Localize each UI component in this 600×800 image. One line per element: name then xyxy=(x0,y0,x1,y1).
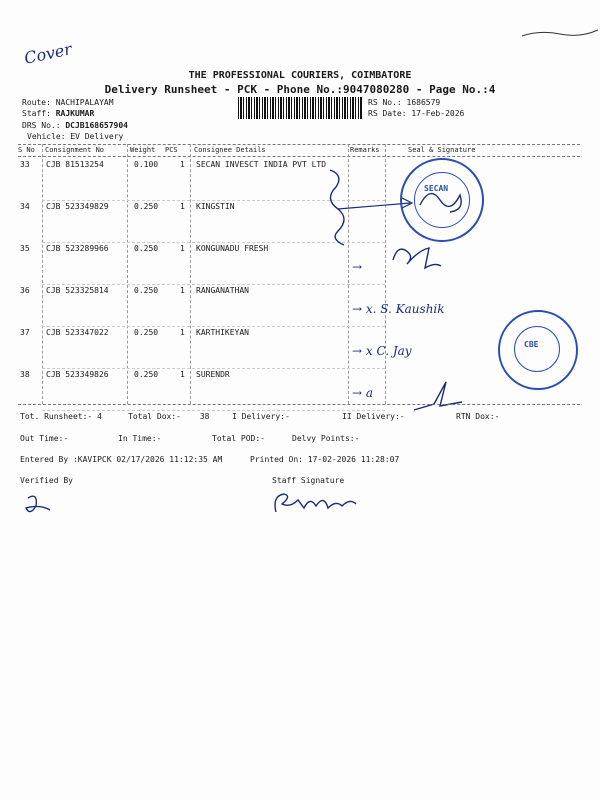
col-sno: S No xyxy=(18,146,35,154)
row-divider xyxy=(42,368,385,369)
row-divider xyxy=(42,410,385,411)
verified-signature xyxy=(20,490,60,520)
drs-number xyxy=(22,121,128,130)
delvy-points: Delvy Points:- xyxy=(292,434,360,443)
row-weight: 0.250 xyxy=(134,286,159,295)
col-seal: Seal & Signature xyxy=(408,146,476,154)
col-remarks: Remarks xyxy=(350,146,380,154)
printed-on: Printed On: 17-02-2026 11:28:07 xyxy=(250,455,400,464)
pen-mark-top xyxy=(520,20,600,45)
total-runsheet: Tot. Runsheet:- 4 xyxy=(20,412,102,421)
row-consignee: KONGUNADU FRESH xyxy=(196,244,269,253)
col-consignment: Consignment No xyxy=(45,146,105,154)
company-name: THE PROFESSIONAL COURIERS, COIMBATORE xyxy=(188,70,412,81)
row-sno: 38 xyxy=(20,370,30,379)
row-divider xyxy=(42,284,385,285)
row-sno: 35 xyxy=(20,244,30,253)
row-pcs: 1 xyxy=(180,286,185,295)
rs-number: RS No.: 1686579 xyxy=(368,98,441,107)
entered-by: Entered By :KAVIPCK 02/17/2026 11:12:35 AM xyxy=(20,455,223,464)
row-pcs: 1 xyxy=(180,160,185,169)
row-sno: 34 xyxy=(20,202,30,211)
staff-label: Staff: xyxy=(22,109,51,118)
row-weight: 0.250 xyxy=(134,328,159,337)
row-weight: 0.100 xyxy=(134,160,159,169)
total-dox-value: 38 xyxy=(199,412,210,421)
staff-name: RAJKUMAR xyxy=(55,109,95,118)
rs-date: RS Date: 17-Feb-2026 xyxy=(368,109,465,118)
out-time: Out Time:- xyxy=(20,434,69,443)
row-pcs: 1 xyxy=(180,202,185,211)
row-remark: → xyxy=(352,260,363,274)
total-pod: Total POD:- xyxy=(212,434,265,443)
col-weight: Weight xyxy=(130,146,156,154)
staff xyxy=(22,109,94,118)
row-weight: 0.250 xyxy=(134,370,159,379)
stamp-text: SECAN xyxy=(424,184,449,193)
stamp-text-2: CBE xyxy=(524,340,539,349)
row-consignment: CJB 523349829 xyxy=(46,202,109,211)
row-consignment: CJB 523325814 xyxy=(46,286,109,295)
row-consignment: CJB 81513254 xyxy=(46,160,104,169)
barcode xyxy=(238,97,363,119)
row-pcs: 1 xyxy=(180,370,185,379)
row-consignee: SECAN INVESCT INDIA PVT LTD xyxy=(196,160,327,169)
row-sno: 37 xyxy=(20,328,30,337)
rtn-dox: RTN Dox:- xyxy=(456,412,500,421)
ii-delivery: II Delivery:- xyxy=(342,412,405,421)
in-time: In Time:- xyxy=(118,434,162,443)
row-pcs: 1 xyxy=(180,328,185,337)
total-dox xyxy=(128,412,209,421)
drs-label: DRS No.: xyxy=(22,121,61,130)
row-consignee: RANGANATHAN xyxy=(196,286,249,295)
staff-signature-label: Staff Signature xyxy=(272,476,345,485)
row-divider xyxy=(42,326,385,327)
row-weight: 0.250 xyxy=(134,202,159,211)
row-pcs: 1 xyxy=(180,244,185,253)
company-stamp-cbe xyxy=(498,310,578,390)
row-consignee: KINGSTIN xyxy=(196,202,235,211)
verified-by: Verified By xyxy=(20,476,73,485)
route: Route: NACHIPALAYAM xyxy=(22,98,114,107)
row-remark: → a xyxy=(352,386,374,400)
row-consignment: CJB 523349826 xyxy=(46,370,109,379)
signature-row38 xyxy=(410,376,465,416)
row-remark: → x C. Jay xyxy=(352,344,412,358)
row-consignment: CJB 523347022 xyxy=(46,328,109,337)
row-consignee: SURENDR xyxy=(196,370,230,379)
col-pcs: PCS xyxy=(165,146,178,154)
total-dox-label: Total Dox:- xyxy=(128,412,181,421)
signature-row35 xyxy=(385,240,445,276)
col-consignee: Consignee Details xyxy=(194,146,266,154)
runsheet-title: Delivery Runsheet - PCK - Phone No.:9047080280 - Page No.:4 xyxy=(104,83,496,96)
row-sno: 33 xyxy=(20,160,30,169)
signature-row34 xyxy=(415,180,475,220)
corner-note: Cover xyxy=(22,39,74,68)
row-sno: 36 xyxy=(20,286,30,295)
row-weight: 0.250 xyxy=(134,244,159,253)
row-remark: → x. S. Kaushik xyxy=(352,302,445,316)
i-delivery: I Delivery:- xyxy=(232,412,290,421)
row-consignment: CJB 523289966 xyxy=(46,244,109,253)
row-consignee: KARTHIKEYAN xyxy=(196,328,249,337)
drs-value: DCJB168657904 xyxy=(65,121,128,130)
vehicle: Vehicle: EV Delivery xyxy=(27,132,124,141)
staff-signature xyxy=(270,486,360,520)
